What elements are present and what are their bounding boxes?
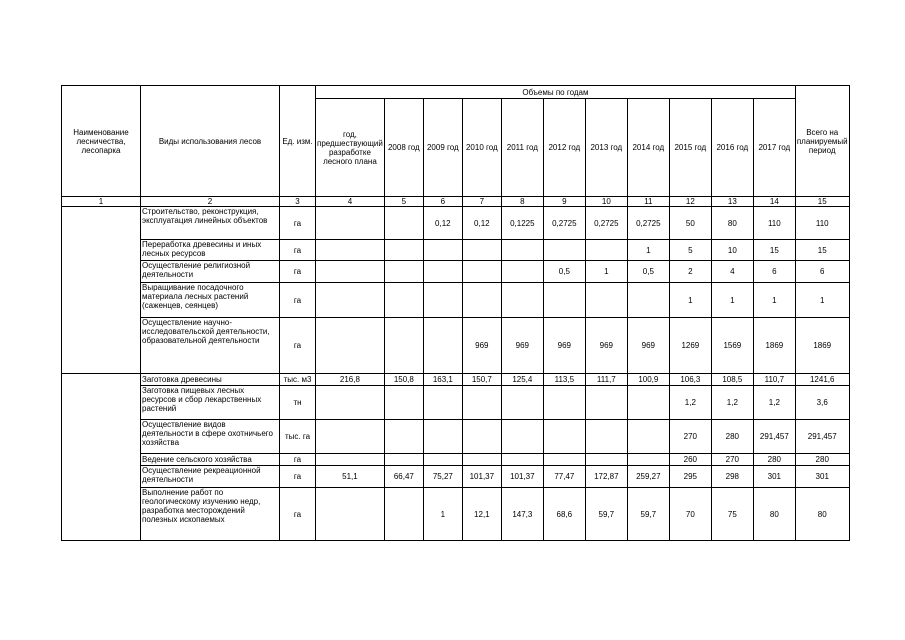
value-cell: 106,3 <box>669 374 711 386</box>
value-cell <box>384 240 423 261</box>
table-row <box>62 240 850 261</box>
value-cell: 280 <box>711 420 753 454</box>
value-cell: 51,1 <box>316 466 385 488</box>
value-cell: 295 <box>669 466 711 488</box>
forestry-cell <box>62 261 141 283</box>
header-year: 2017 год <box>753 99 795 197</box>
value-cell: 280 <box>753 454 795 466</box>
value-cell: 1569 <box>711 318 753 374</box>
value-cell: 0,5 <box>543 261 585 283</box>
value-cell: 1 <box>423 488 462 541</box>
use-type-cell: Выращивание посадочного материала лесных растений (саженцев, сеянцев) <box>141 283 280 318</box>
value-cell <box>423 261 462 283</box>
total-cell: 1869 <box>795 318 849 374</box>
value-cell <box>543 386 585 420</box>
use-type-cell: Осуществление рекреационной деятельности <box>141 466 280 488</box>
value-cell <box>585 283 627 318</box>
table-row <box>62 261 850 283</box>
forestry-cell <box>62 488 141 541</box>
column-number: 6 <box>423 197 462 207</box>
value-cell: 150,8 <box>384 374 423 386</box>
forestry-cell <box>62 386 141 420</box>
unit-cell: га <box>280 454 316 466</box>
unit-cell: тыс. га <box>280 420 316 454</box>
value-cell <box>543 454 585 466</box>
value-cell <box>501 386 543 420</box>
value-cell: 70 <box>669 488 711 541</box>
column-number: 11 <box>627 197 669 207</box>
value-cell <box>501 454 543 466</box>
use-type-cell: Выполнение работ по геологическому изучению недр, разработка месторождений полезных ископаемых <box>141 488 280 541</box>
value-cell <box>462 420 501 454</box>
value-cell: 15 <box>753 240 795 261</box>
value-cell: 1 <box>585 261 627 283</box>
value-cell: 75,27 <box>423 466 462 488</box>
value-cell: 1 <box>627 240 669 261</box>
value-cell: 75 <box>711 488 753 541</box>
header-volumes-by-year: Объемы по годам <box>316 86 796 99</box>
use-type-cell: Заготовка древесины <box>141 374 280 386</box>
value-cell: 1,2 <box>711 386 753 420</box>
value-cell <box>384 207 423 240</box>
header-year: 2008 год <box>384 99 423 197</box>
value-cell <box>462 386 501 420</box>
value-cell <box>316 318 385 374</box>
forestry-cell <box>62 318 141 374</box>
value-cell: 5 <box>669 240 711 261</box>
use-type-cell: Строительство, реконструкция, эксплуатация линейных объектов <box>141 207 280 240</box>
header-year: 2013 год <box>585 99 627 197</box>
total-cell: 301 <box>795 466 849 488</box>
use-type-cell: Заготовка пищевых лесных ресурсов и сбор лекарственных растений <box>141 386 280 420</box>
value-cell: 969 <box>462 318 501 374</box>
value-cell: 0,1225 <box>501 207 543 240</box>
forestry-cell <box>62 454 141 466</box>
value-cell: 59,7 <box>585 488 627 541</box>
total-cell: 110 <box>795 207 849 240</box>
value-cell: 1 <box>753 283 795 318</box>
value-cell: 0,12 <box>462 207 501 240</box>
value-cell <box>384 386 423 420</box>
unit-cell: га <box>280 318 316 374</box>
column-number: 5 <box>384 197 423 207</box>
value-cell: 1,2 <box>669 386 711 420</box>
value-cell: 147,3 <box>501 488 543 541</box>
column-number: 10 <box>585 197 627 207</box>
value-cell: 301 <box>753 466 795 488</box>
use-type-cell: Переработка древесины и иных лесных ресурсов <box>141 240 280 261</box>
table-row <box>62 466 850 488</box>
header-year: 2010 год <box>462 99 501 197</box>
forestry-cell <box>62 466 141 488</box>
table-row <box>62 386 850 420</box>
value-cell: 101,37 <box>501 466 543 488</box>
value-cell <box>384 318 423 374</box>
value-cell: 216,8 <box>316 374 385 386</box>
value-cell: 77,47 <box>543 466 585 488</box>
column-number: 4 <box>316 197 385 207</box>
total-cell: 291,457 <box>795 420 849 454</box>
value-cell <box>627 283 669 318</box>
forestry-cell <box>62 207 141 240</box>
total-cell: 1 <box>795 283 849 318</box>
value-cell <box>543 420 585 454</box>
header-year: 2014 год <box>627 99 669 197</box>
value-cell: 80 <box>711 207 753 240</box>
value-cell <box>316 454 385 466</box>
unit-cell: га <box>280 283 316 318</box>
value-cell: 0,2725 <box>627 207 669 240</box>
value-cell: 260 <box>669 454 711 466</box>
column-number: 15 <box>795 197 849 207</box>
value-cell <box>462 454 501 466</box>
value-cell <box>384 261 423 283</box>
column-number: 9 <box>543 197 585 207</box>
column-number: 3 <box>280 197 316 207</box>
value-cell: 125,4 <box>501 374 543 386</box>
header-year: 2012 год <box>543 99 585 197</box>
table-row <box>62 207 850 240</box>
header-year: 2015 год <box>669 99 711 197</box>
unit-cell: тыс. м3 <box>280 374 316 386</box>
value-cell: 0,5 <box>627 261 669 283</box>
column-number: 1 <box>62 197 141 207</box>
forestry-cell <box>62 240 141 261</box>
value-cell <box>627 454 669 466</box>
total-cell: 15 <box>795 240 849 261</box>
total-cell: 1241,6 <box>795 374 849 386</box>
header-unit: Ед. изм. <box>280 86 316 197</box>
value-cell <box>384 488 423 541</box>
column-number: 13 <box>711 197 753 207</box>
value-cell: 6 <box>753 261 795 283</box>
value-cell: 1269 <box>669 318 711 374</box>
value-cell <box>423 283 462 318</box>
use-type-cell: Ведение сельского хозяйства <box>141 454 280 466</box>
unit-cell: га <box>280 240 316 261</box>
value-cell <box>585 420 627 454</box>
value-cell: 270 <box>711 454 753 466</box>
value-cell: 1869 <box>753 318 795 374</box>
value-cell <box>627 420 669 454</box>
value-cell: 50 <box>669 207 711 240</box>
value-cell <box>543 240 585 261</box>
value-cell: 270 <box>669 420 711 454</box>
value-cell: 59,7 <box>627 488 669 541</box>
value-cell: 2 <box>669 261 711 283</box>
table-row <box>62 420 850 454</box>
value-cell: 1 <box>711 283 753 318</box>
value-cell <box>462 283 501 318</box>
value-cell <box>462 240 501 261</box>
value-cell <box>585 454 627 466</box>
value-cell: 163,1 <box>423 374 462 386</box>
value-cell: 969 <box>501 318 543 374</box>
column-number: 12 <box>669 197 711 207</box>
unit-cell: га <box>280 488 316 541</box>
value-cell: 0,2725 <box>585 207 627 240</box>
use-type-cell: Осуществление научно-исследовательской деятельности, образовательной деятельности <box>141 318 280 374</box>
value-cell <box>316 283 385 318</box>
value-cell <box>384 283 423 318</box>
value-cell: 291,457 <box>753 420 795 454</box>
value-cell <box>316 261 385 283</box>
value-cell <box>316 207 385 240</box>
value-cell: 100,9 <box>627 374 669 386</box>
value-cell: 66,47 <box>384 466 423 488</box>
value-cell: 108,5 <box>711 374 753 386</box>
value-cell: 0,2725 <box>543 207 585 240</box>
column-number: 8 <box>501 197 543 207</box>
value-cell: 969 <box>543 318 585 374</box>
table-row <box>62 318 850 374</box>
table-row <box>62 283 850 318</box>
total-cell: 80 <box>795 488 849 541</box>
column-number: 7 <box>462 197 501 207</box>
forestry-cell <box>62 283 141 318</box>
value-cell <box>501 261 543 283</box>
value-cell <box>423 318 462 374</box>
value-cell: 12,1 <box>462 488 501 541</box>
header-year: 2009 год <box>423 99 462 197</box>
total-cell: 3,6 <box>795 386 849 420</box>
header-year: год, предшествующий разработке лесного плана <box>316 99 385 197</box>
value-cell: 80 <box>753 488 795 541</box>
header-forestry: Наименование лесничества, лесопарка <box>62 86 141 197</box>
unit-cell: тн <box>280 386 316 420</box>
table-row <box>62 454 850 466</box>
value-cell <box>316 240 385 261</box>
value-cell <box>423 386 462 420</box>
header-total: Всего на планируемый период <box>795 86 849 197</box>
value-cell <box>543 283 585 318</box>
value-cell: 113,5 <box>543 374 585 386</box>
value-cell <box>423 454 462 466</box>
value-cell: 172,87 <box>585 466 627 488</box>
forest-use-volumes-table <box>61 85 850 541</box>
value-cell: 298 <box>711 466 753 488</box>
forestry-cell <box>62 420 141 454</box>
value-cell <box>384 454 423 466</box>
total-cell: 280 <box>795 454 849 466</box>
unit-cell: га <box>280 261 316 283</box>
value-cell: 68,6 <box>543 488 585 541</box>
value-cell: 111,7 <box>585 374 627 386</box>
value-cell: 1,2 <box>753 386 795 420</box>
value-cell: 150,7 <box>462 374 501 386</box>
value-cell <box>316 386 385 420</box>
unit-cell: га <box>280 466 316 488</box>
total-cell: 6 <box>795 261 849 283</box>
value-cell <box>316 420 385 454</box>
forestry-cell <box>62 374 141 386</box>
value-cell <box>316 488 385 541</box>
value-cell: 10 <box>711 240 753 261</box>
value-cell: 1 <box>669 283 711 318</box>
value-cell: 4 <box>711 261 753 283</box>
header-year: 2011 год <box>501 99 543 197</box>
value-cell <box>423 240 462 261</box>
header-use-type: Виды использования лесов <box>141 86 280 197</box>
value-cell <box>501 283 543 318</box>
value-cell <box>627 386 669 420</box>
value-cell <box>585 386 627 420</box>
column-number: 2 <box>141 197 280 207</box>
column-number: 14 <box>753 197 795 207</box>
table-row <box>62 488 850 541</box>
value-cell: 969 <box>585 318 627 374</box>
value-cell: 969 <box>627 318 669 374</box>
value-cell: 259,27 <box>627 466 669 488</box>
header-year: 2016 год <box>711 99 753 197</box>
unit-cell: га <box>280 207 316 240</box>
value-cell <box>585 240 627 261</box>
value-cell <box>462 261 501 283</box>
value-cell <box>501 420 543 454</box>
value-cell <box>501 240 543 261</box>
value-cell: 0,12 <box>423 207 462 240</box>
table-row <box>62 374 850 386</box>
value-cell: 110 <box>753 207 795 240</box>
value-cell <box>384 420 423 454</box>
value-cell: 101,37 <box>462 466 501 488</box>
use-type-cell: Осуществление религиозной деятельности <box>141 261 280 283</box>
use-type-cell: Осуществление видов деятельности в сфере охотничьего хозяйства <box>141 420 280 454</box>
value-cell: 110,7 <box>753 374 795 386</box>
value-cell <box>423 420 462 454</box>
